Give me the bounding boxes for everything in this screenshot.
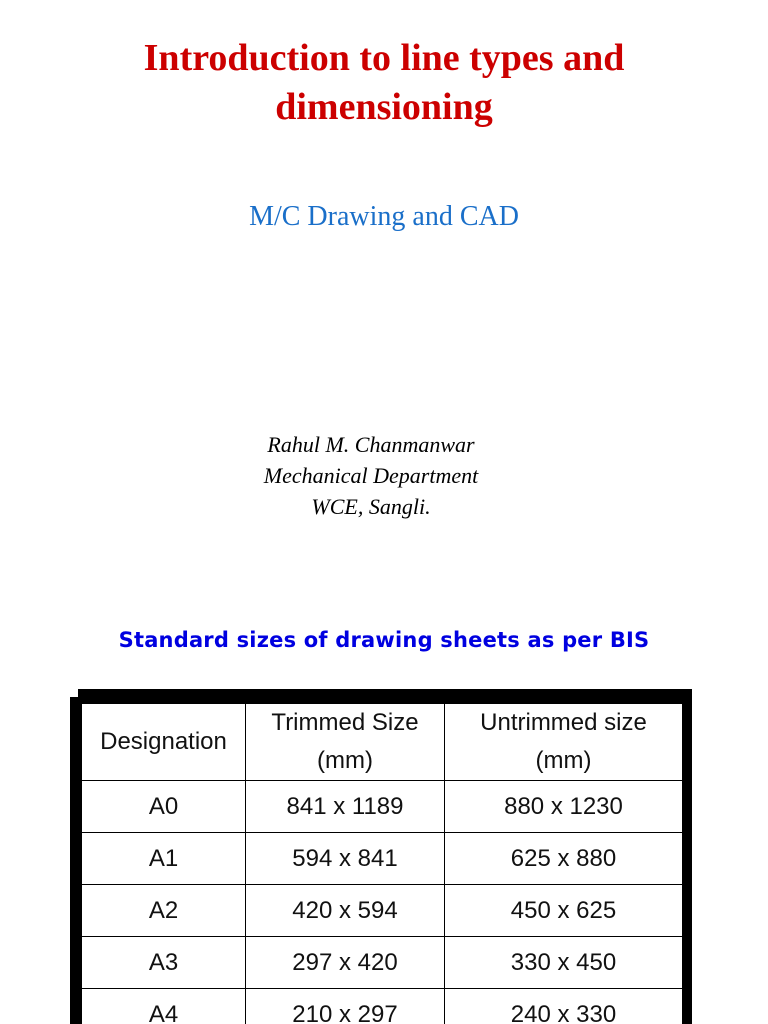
header-untrimmed-size [445,704,683,781]
cell-untrimmed: 330 x 450 [445,937,683,989]
cell-untrimmed: 450 x 625 [445,885,683,937]
cell-designation: A3 [82,937,246,989]
header-untrimmed-label: Untrimmed size [480,709,647,736]
table-row [82,833,683,885]
cell-untrimmed: 880 x 1230 [445,781,683,833]
header-trimmed-size [246,704,445,781]
cell-designation: A0 [82,781,246,833]
header-trimmed-label: Trimmed Size [271,709,419,736]
cell-trimmed: 594 x 841 [246,833,445,885]
cell-designation: A4 [82,989,246,1024]
sheet-sizes-table [81,703,683,1024]
title-line-2: dimensioning [275,86,493,128]
author-department: Mechanical Department [263,463,479,488]
title-line-1: Introduction to line types and [143,37,625,79]
header-designation-label: Designation [100,728,227,755]
cell-trimmed: 841 x 1189 [246,781,445,833]
header-untrimmed-unit: (mm) [535,747,592,774]
header-trimmed-unit: (mm) [317,747,373,774]
cell-untrimmed: 240 x 330 [445,989,683,1024]
table-row [82,885,683,937]
table-row [82,989,683,1024]
course-subtitle: M/C Drawing and CAD [249,201,519,232]
author-block [0,429,742,522]
document-title [0,34,768,132]
table-header-row [82,704,683,781]
section-heading: Standard sizes of drawing sheets as per BIS [118,628,650,652]
cell-trimmed: 297 x 420 [246,937,445,989]
cell-untrimmed: 625 x 880 [445,833,683,885]
cell-trimmed: 210 x 297 [246,989,445,1024]
cell-designation: A2 [82,885,246,937]
author-name: Rahul M. Chanmanwar [267,432,475,457]
author-institute: WCE, Sangli. [311,494,431,519]
header-designation [82,704,246,781]
cell-trimmed: 420 x 594 [246,885,445,937]
cell-designation: A1 [82,833,246,885]
table-row [82,781,683,833]
table-row [82,937,683,989]
